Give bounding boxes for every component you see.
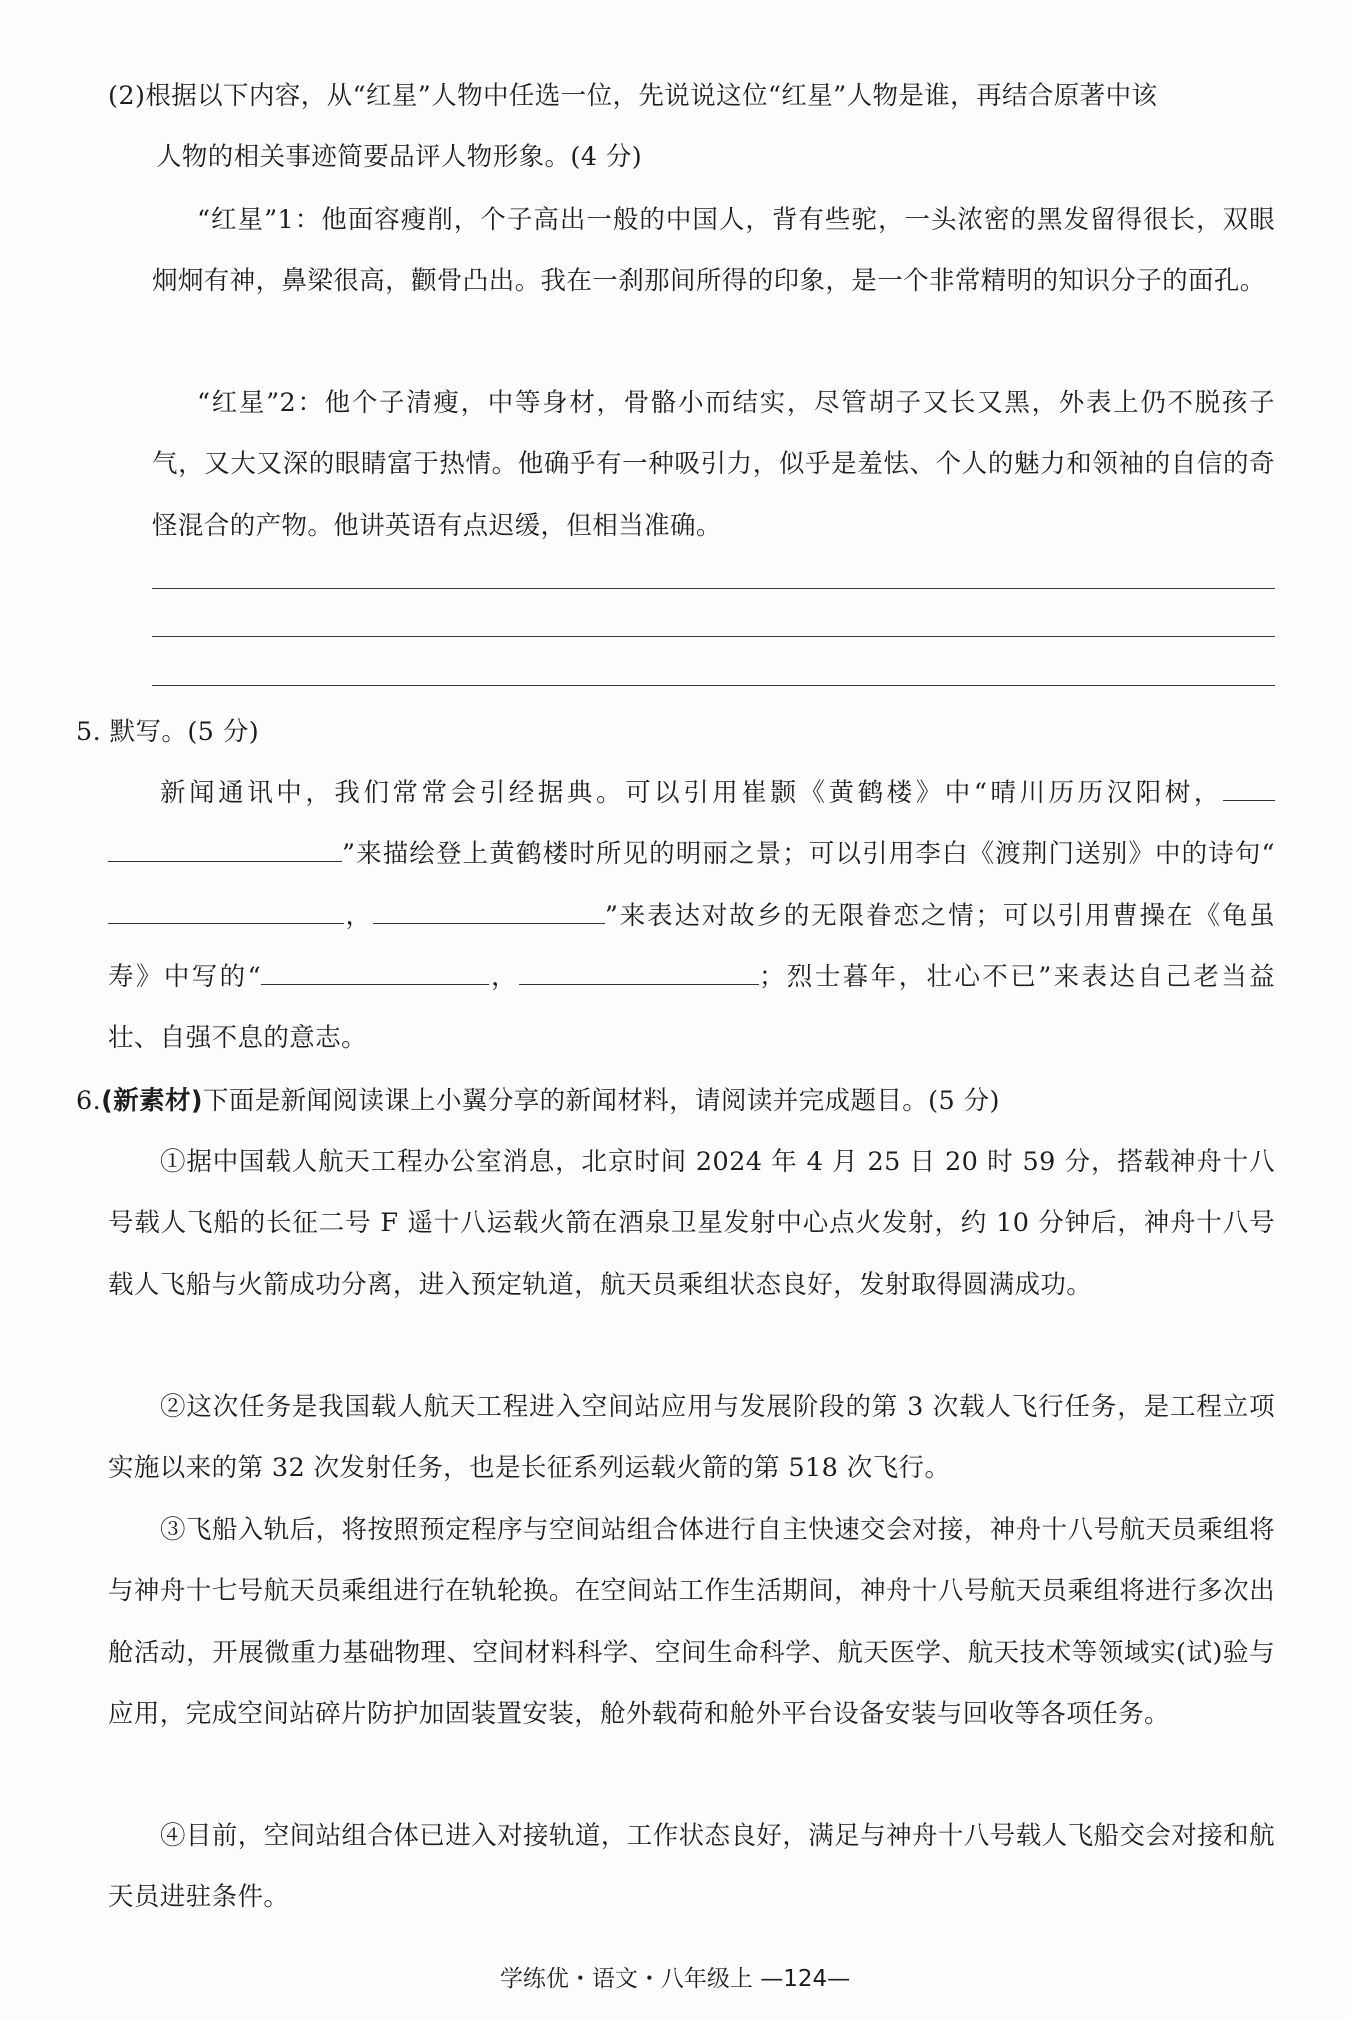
blank-2[interactable] <box>108 898 344 923</box>
question-5-body <box>108 763 1275 1069</box>
answer-line-1[interactable] <box>152 588 1275 589</box>
question-6-title <box>76 1071 1275 1132</box>
blank-1b[interactable] <box>108 837 342 862</box>
answer-line-2[interactable] <box>152 636 1275 637</box>
question-6-instruction: 下面是新闻阅读课上小翼分享的新闻材料，请阅读并完成题目。(5 分) <box>202 1086 1000 1116</box>
blank-3[interactable] <box>373 898 605 923</box>
answer-line-3[interactable] <box>152 685 1275 686</box>
news-paragraph-2: ②这次任务是我国载人航天工程进入空间站应用与发展阶段的第 3 次载人飞行任务，是工程立项实施以来的第 32 次发射任务，也是长征系列运载火箭的第 518 次飞行。 <box>108 1392 1275 1484</box>
news-paragraph-4: ④目前，空间站组合体已进入对接轨道，工作状态良好，满足与神舟十八号载人飞船交会对接和航天员进驻条件。 <box>108 1821 1275 1913</box>
new-material-tag: (新素材) <box>101 1086 203 1116</box>
q5-text-4: ”来表达对故乡的无限眷恋之情；可以引用曹操在《龟虽寿》中写的“ <box>108 900 1275 992</box>
q5-text-6: ；烈士暮年，壮心不已”来表达自己老当益壮、自强不息的意志。 <box>108 961 1276 1054</box>
q5-text-1: 新闻通讯中，我们常常会引经据典。可以引用崔颢《黄鹤楼》中“晴川历历汉阳树， <box>160 778 1223 808</box>
blank-1a[interactable] <box>1223 776 1275 801</box>
blank-4[interactable] <box>261 960 489 985</box>
page-footer: 学练优・语文・八年级上 —124— <box>499 1966 851 1992</box>
blank-5[interactable] <box>519 960 759 985</box>
question-4-2-line2: 人物的相关事迹简要品评人物形象。(4 分) <box>156 142 643 173</box>
q5-text-5: ， <box>489 961 519 992</box>
q5-text-3: ， <box>344 900 373 931</box>
news-paragraph-1: ①据中国载人航天工程办公室消息，北京时间 2024 年 4 月 25 日 20 时 59 分，搭载神舟十八号载人飞船的长征二号 F 遥十八运载火箭在酒泉卫星发射中心点火发射，约 10 分钟后，神舟十八号载人飞船与火箭成功分离，进入预定轨道，航天员乘组状态良好，发射取得圆满成功。 <box>108 1147 1275 1300</box>
red-star-2-description: “红星”2：他个子清瘦，中等身材，骨骼小而结实，尽管胡子又长又黑，外表上仍不脱孩子气，又大又深的眼睛富于热情。他确乎有一种吸引力，似乎是羞怯、个人的魅力和领袖的自信的奇怪混合的产物。他讲英语有点迟缓，但相当准确。 <box>152 388 1275 541</box>
question-5-title: 5. 默写。(5 分) <box>76 717 260 747</box>
question-6-number: 6. <box>76 1086 102 1116</box>
red-star-1-description: “红星”1：他面容瘦削，个子高出一般的中国人，背有些驼，一头浓密的黑发留得很长，双眼炯炯有神，鼻梁很高，颧骨凸出。我在一刹那间所得的印象，是一个非常精明的知识分子的面孔。 <box>152 205 1275 297</box>
question-4-2-prompt <box>108 66 1275 189</box>
question-4-2-label: (2) <box>108 81 146 111</box>
news-paragraph-3: ③飞船入轨后，将按照预定程序与空间站组合体进行自主快速交会对接，神舟十八号航天员乘组将与神舟十七号航天员乘组进行在轨轮换。在空间站工作生活期间，神舟十八号航天员乘组将进行多次出舱活动，开展微重力基础物理、空间材料科学、空间生命科学、航天医学、航天技术等领域实(试)验与应用，完成空间站碎片防护加固装置安装，舱外载荷和舱外平台设备安装与回收等各项任务。 <box>108 1515 1275 1729</box>
question-4-2-line1: 根据以下内容，从“红星”人物中任选一位，先说说这位“红星”人物是谁，再结合原著中该 <box>145 81 1158 111</box>
q5-text-2: ”来描绘登上黄鹤楼时所见的明丽之景；可以引用李白《渡荆门送别》中的诗句“ <box>342 839 1275 870</box>
